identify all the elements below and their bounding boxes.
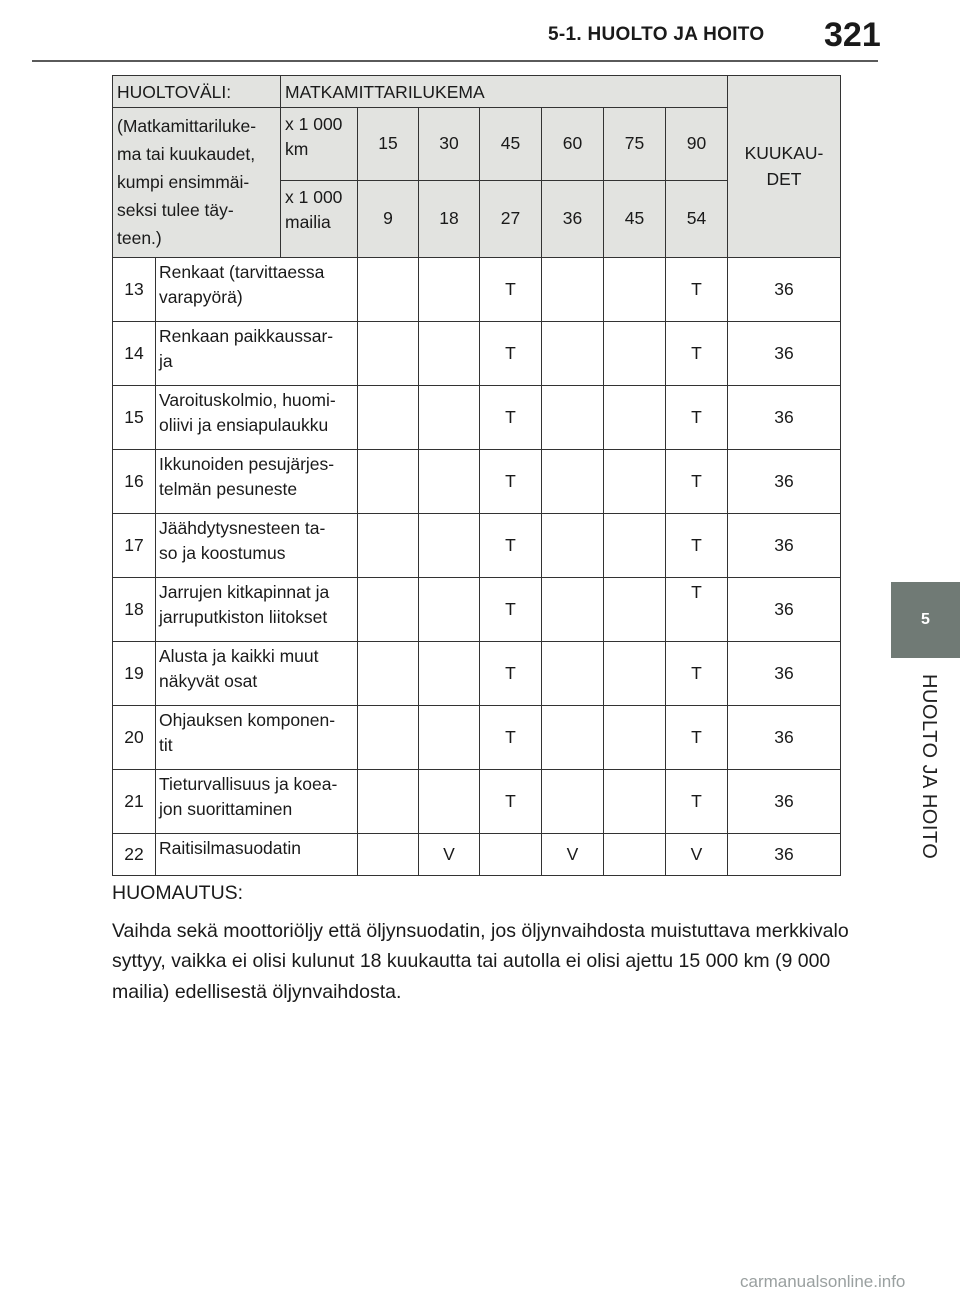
schedule-cell: [358, 514, 419, 578]
schedule-cell: T: [666, 706, 728, 770]
schedule-cell: T: [480, 450, 542, 514]
table-row: [113, 834, 841, 876]
schedule-cell: [419, 706, 480, 770]
row-number: 16: [113, 450, 156, 514]
page-number: 321: [824, 16, 881, 54]
schedule-cell: [480, 834, 542, 876]
row-item: Jarrujen kitkapinnat ja jarruputkiston liitokset: [156, 578, 358, 642]
row-number: 20: [113, 706, 156, 770]
schedule-cell: [604, 834, 666, 876]
maintenance-schedule-table: [112, 75, 841, 876]
schedule-cell: [604, 450, 666, 514]
schedule-cell: T: [480, 642, 542, 706]
header-divider: [32, 60, 878, 62]
unit-km: x 1 000 km: [281, 108, 358, 181]
months-cell: 36: [728, 578, 841, 642]
schedule-cell: [358, 770, 419, 834]
schedule-cell: T: [666, 770, 728, 834]
schedule-cell: [604, 322, 666, 386]
schedule-cell: [358, 258, 419, 322]
schedule-cell: [358, 706, 419, 770]
months-header: KUUKAU- DET: [728, 76, 841, 258]
schedule-cell: [604, 642, 666, 706]
schedule-cell: [604, 386, 666, 450]
schedule-cell: V: [542, 834, 604, 876]
mile-value: 27: [480, 181, 542, 258]
row-number: 18: [113, 578, 156, 642]
schedule-cell: [542, 258, 604, 322]
schedule-cell: [358, 578, 419, 642]
chapter-title: HUOLTO JA HOITO: [918, 674, 940, 860]
schedule-cell: T: [480, 386, 542, 450]
schedule-cell: [419, 514, 480, 578]
km-value: 90: [666, 108, 728, 181]
schedule-cell: [419, 642, 480, 706]
row-item: Ikkunoiden pesujärjes- telmän pesuneste: [156, 450, 358, 514]
schedule-cell: [419, 258, 480, 322]
row-number: 22: [113, 834, 156, 876]
schedule-cell: [604, 706, 666, 770]
schedule-cell: V: [666, 834, 728, 876]
km-value: 45: [480, 108, 542, 181]
row-item: Raitisilmasuodatin: [156, 834, 358, 876]
schedule-cell: T: [480, 514, 542, 578]
table-row: [113, 578, 841, 642]
mile-value: 54: [666, 181, 728, 258]
section-title: 5-1. HUOLTO JA HOITO: [548, 24, 765, 45]
months-cell: 36: [728, 834, 841, 876]
odometer-header: MATKAMITTARILUKEMA: [281, 76, 728, 108]
schedule-cell: [604, 514, 666, 578]
schedule-cell: [542, 706, 604, 770]
schedule-cell: [358, 642, 419, 706]
row-number: 21: [113, 770, 156, 834]
mile-value: 45: [604, 181, 666, 258]
schedule-cell: [604, 258, 666, 322]
schedule-cell: [542, 514, 604, 578]
table-row: [113, 258, 841, 322]
schedule-cell: T: [666, 386, 728, 450]
km-value: 75: [604, 108, 666, 181]
interval-header: HUOLTOVÄLI:: [113, 76, 281, 108]
table-row: [113, 514, 841, 578]
row-number: 15: [113, 386, 156, 450]
mile-value: 9: [358, 181, 419, 258]
months-cell: 36: [728, 514, 841, 578]
months-cell: 36: [728, 322, 841, 386]
row-item: Alusta ja kaikki muut näkyvät osat: [156, 642, 358, 706]
schedule-cell: T: [666, 514, 728, 578]
schedule-cell: [419, 322, 480, 386]
months-cell: 36: [728, 642, 841, 706]
schedule-cell: T: [480, 578, 542, 642]
schedule-cell: [358, 450, 419, 514]
row-item: Renkaan paikkaussar- ja: [156, 322, 358, 386]
chapter-tab[interactable]: [891, 582, 960, 658]
mile-value: 18: [419, 181, 480, 258]
schedule-cell: V: [419, 834, 480, 876]
schedule-cell: [419, 386, 480, 450]
schedule-cell: [604, 578, 666, 642]
row-number: 17: [113, 514, 156, 578]
km-value: 15: [358, 108, 419, 181]
schedule-cell: [358, 834, 419, 876]
schedule-cell: [419, 770, 480, 834]
months-cell: 36: [728, 706, 841, 770]
km-value: 30: [419, 108, 480, 181]
watermark: carmanualsonline.info: [740, 1272, 906, 1291]
row-item: Varoituskolmio, huomi- oliivi ja ensiapulaukku: [156, 386, 358, 450]
note-title: HUOMAUTUS:: [112, 882, 244, 904]
interval-note: (Matkamittariluke- ma tai kuukaudet, kumpi ensimmäi- seksi tulee täy- teen.): [113, 108, 281, 258]
schedule-cell: T: [480, 322, 542, 386]
table-row: [113, 386, 841, 450]
schedule-cell: [358, 386, 419, 450]
months-cell: 36: [728, 770, 841, 834]
chapter-number: 5: [921, 611, 930, 628]
unit-miles: x 1 000 mailia: [281, 181, 358, 258]
row-item: Jäähdytysnesteen ta- so ja koostumus: [156, 514, 358, 578]
schedule-cell: [358, 322, 419, 386]
schedule-cell: T: [666, 642, 728, 706]
schedule-cell: T: [666, 578, 728, 642]
months-cell: 36: [728, 386, 841, 450]
schedule-cell: T: [666, 258, 728, 322]
note-block: [112, 878, 852, 1007]
schedule-cell: [542, 386, 604, 450]
schedule-cell: T: [480, 706, 542, 770]
schedule-cell: [542, 578, 604, 642]
row-item: Renkaat (tarvittaessa varapyörä): [156, 258, 358, 322]
km-value: 60: [542, 108, 604, 181]
schedule-cell: [419, 578, 480, 642]
table-row: [113, 322, 841, 386]
schedule-cell: T: [480, 770, 542, 834]
schedule-cell: T: [666, 450, 728, 514]
row-number: 19: [113, 642, 156, 706]
schedule-cell: [542, 770, 604, 834]
note-text: Vaihda sekä moottoriöljy että öljynsuodatin, jos öljynvaihdosta muistuttava merkkivalo syttyy, vaikka ei olisi kulunut 18 kuukautta tai autolla ei olisi ajettu 15 000 km (9 000 mailia) edellisestä öljynvaihdosta.: [112, 920, 849, 1003]
table-row: [113, 770, 841, 834]
mile-value: 36: [542, 181, 604, 258]
row-item: Tieturvallisuus ja koea- jon suorittaminen: [156, 770, 358, 834]
table-row: [113, 642, 841, 706]
row-number: 14: [113, 322, 156, 386]
table-row: [113, 706, 841, 770]
table-row: [113, 450, 841, 514]
schedule-cell: [542, 642, 604, 706]
months-cell: 36: [728, 450, 841, 514]
schedule-cell: [604, 770, 666, 834]
page-header: [0, 0, 960, 60]
months-cell: 36: [728, 258, 841, 322]
row-item: Ohjauksen komponen- tit: [156, 706, 358, 770]
schedule-cell: [419, 450, 480, 514]
row-number: 13: [113, 258, 156, 322]
schedule-cell: [542, 322, 604, 386]
schedule-cell: T: [480, 258, 542, 322]
schedule-cell: T: [666, 322, 728, 386]
schedule-cell: [542, 450, 604, 514]
